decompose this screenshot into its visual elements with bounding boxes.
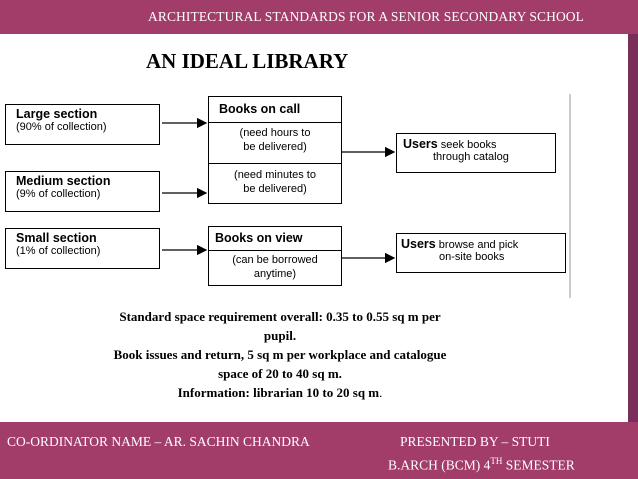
info-line-5-end: . [379,385,383,400]
info-line-5: Information: librarian 10 to 20 sq m [177,385,380,400]
info-line-3: Book issues and return, 5 sq m per workplace and catalogue [113,347,447,362]
view-note-2: anytime) [253,268,297,280]
library-diagram [0,90,572,300]
footer-bar [0,422,638,479]
books-on-call-title: Books on call [219,102,301,116]
books-on-view-box [208,226,342,286]
users-browse-rest: browse and pick [435,239,519,251]
course-suffix: SEMESTER [502,457,575,473]
users-browse-bold: Users [401,237,436,251]
medium-section-note: (9% of collection) [16,188,101,200]
books-on-view-title: Books on view [215,231,303,245]
medium-section-box [5,171,160,212]
course-prefix: B.ARCH (BCM) 4 [388,457,491,473]
users-browse-box [396,233,566,273]
call-note-minutes-1: (need minutes to [234,169,316,181]
presented-by: PRESENTED BY – STUTI [400,434,550,449]
users-browse-line2: on-site books [439,251,505,263]
coordinator-name: CO-ORDINATOR NAME – AR. SACHIN CHANDRA [7,434,310,449]
call-note-hours-1: (need hours to [239,127,311,139]
info-line-1: Standard space requirement overall: 0.35 to 0.55 sq m per [119,309,441,324]
medium-section-title: Medium section [16,174,111,188]
space-requirements-text [0,307,560,402]
header-title: ARCHITECTURAL STANDARDS FOR A SENIOR SECONDARY SCHOOL [147,9,585,24]
users-catalog-box [396,133,556,173]
large-section-note: (90% of collection) [16,121,107,133]
small-section-box [5,228,160,269]
info-line-4: space of 20 to 40 sq m. [218,366,342,381]
users-catalog-rest: seek books [437,139,497,151]
small-section-note: (1% of collection) [16,245,101,257]
header-bar [0,0,638,34]
course-semester [388,456,575,474]
users-catalog-line2: through catalog [433,151,509,163]
call-note-hours-2: be delivered) [243,141,307,153]
view-note-1: (can be borrowed [232,254,318,266]
call-note-minutes-2: be delivered) [243,183,307,195]
users-catalog-bold: Users [403,137,438,151]
side-strip [628,34,638,422]
small-section-title: Small section [16,231,97,245]
large-section-box [5,104,160,145]
slide-title: AN IDEAL LIBRARY [146,49,349,73]
large-section-title: Large section [16,107,98,121]
info-line-2: pupil. [263,328,297,343]
course-sup: TH [490,456,503,466]
books-on-call-box [208,96,342,204]
